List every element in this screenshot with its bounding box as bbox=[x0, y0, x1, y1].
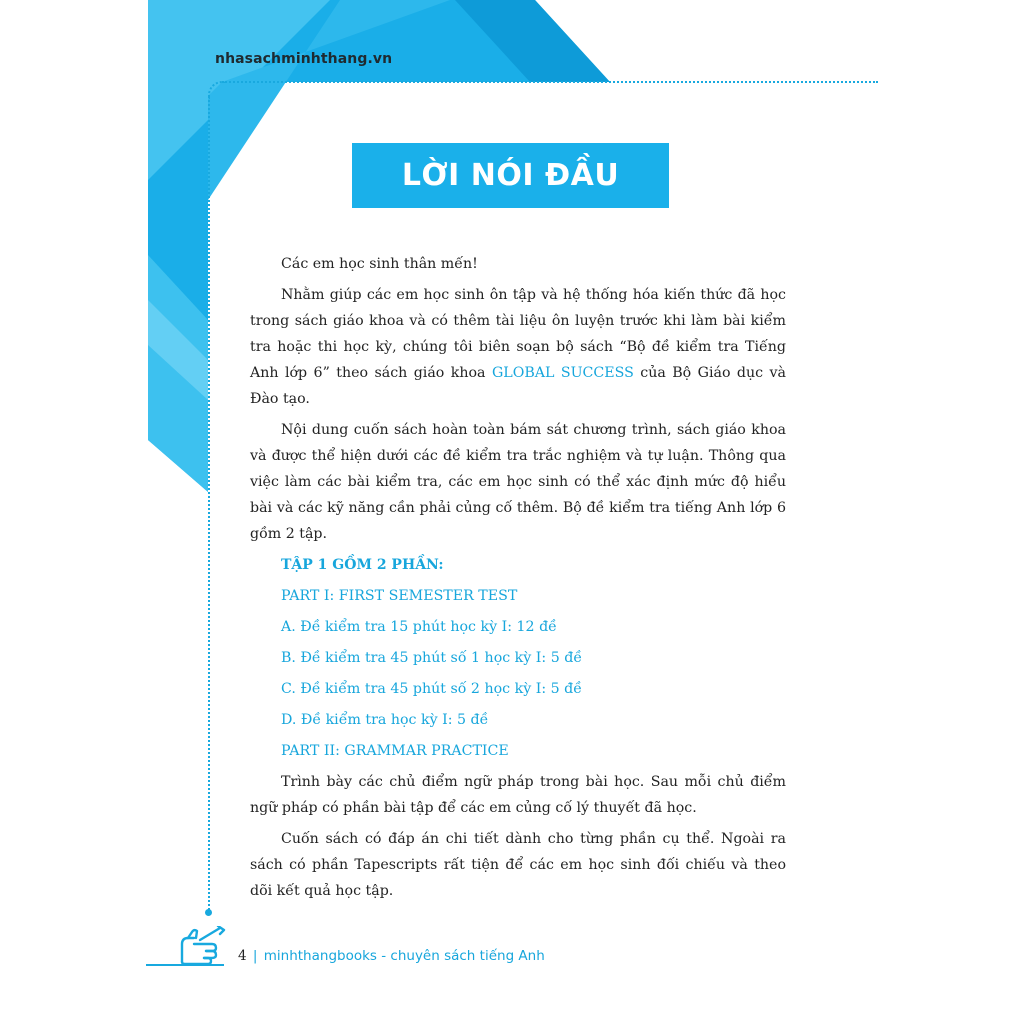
paragraph-2: Nội dung cuốn sách hoàn toàn bám sát chương trình, sách giáo khoa và được thể hiện dưới các đề kiểm tra trắc nghiệm và tự luận. Thông qua việc làm các bài kiểm tra, các em học sinh có thể xác định mức độ hiểu bài và các kỹ năng cần phải củng cố thêm. Bộ đề kiểm tra tiếng Anh lớp 6 gồm 2 tập. bbox=[250, 422, 786, 542]
paragraph-1-end: của Bộ Giáo dục và Đào tạo. bbox=[250, 365, 787, 407]
footer-separator: | bbox=[252, 948, 258, 964]
list-item: B. Đề kiểm tra 45 phút số 1 học kỳ I: 5 đề bbox=[281, 650, 583, 666]
list-item: A. Đề kiểm tra 15 phút học kỳ I: 12 đề bbox=[281, 619, 557, 635]
footer-underline bbox=[146, 964, 224, 966]
frame-left-border bbox=[208, 96, 210, 910]
site-url: nhasachminhthang.vn bbox=[215, 51, 393, 67]
paragraph-1 bbox=[250, 282, 786, 412]
title-banner bbox=[352, 143, 669, 208]
list-item: D. Đề kiểm tra học kỳ I: 5 đề bbox=[281, 712, 489, 728]
preface-body bbox=[250, 251, 786, 909]
part-1-heading: PART I: FIRST SEMESTER TEST bbox=[281, 588, 518, 604]
volume-heading: TẬP 1 GỒM 2 PHẦN: bbox=[281, 557, 444, 573]
paragraph-3: Trình bày các chủ điểm ngữ pháp trong bài học. Sau mỗi chủ điểm ngữ pháp có phần bài tập để các em củng cố lý thuyết đã học. bbox=[250, 774, 786, 816]
frame-end-dot bbox=[205, 909, 212, 916]
part-2-heading: PART II: GRAMMAR PRACTICE bbox=[281, 743, 509, 759]
paragraph-1-text: Nhằm giúp các em học sinh ôn tập và hệ thống hóa kiến thức đã học trong sách giáo khoa và có thêm tài liệu ôn luyện trước khi làm bài kiểm tra hoặc thi học kỳ, chúng tôi biên soạn bộ sách “Bộ đề kiểm tra Tiếng Anh lớp 6” theo sách giáo khoa bbox=[250, 287, 786, 381]
global-success-highlight: GLOBAL SUCCESS bbox=[491, 365, 634, 381]
greeting: Các em học sinh thân mến! bbox=[281, 256, 478, 272]
footer-tagline: minhthangbooks - chuyên sách tiếng Anh bbox=[263, 948, 545, 964]
page-footer bbox=[238, 948, 545, 964]
paragraph-4: Cuốn sách có đáp án chi tiết dành cho từng phần cụ thể. Ngoài ra sách có phần Tapescripts rất tiện để các em học sinh đối chiếu và theo dõi kết quả học tập. bbox=[250, 831, 786, 899]
frame-top-border bbox=[222, 81, 878, 83]
list-item: C. Đề kiểm tra 45 phút số 2 học kỳ I: 5 đề bbox=[281, 681, 582, 697]
page-title: LỜI NÓI ĐẦU bbox=[401, 158, 620, 193]
page-number: 4 bbox=[238, 948, 247, 964]
